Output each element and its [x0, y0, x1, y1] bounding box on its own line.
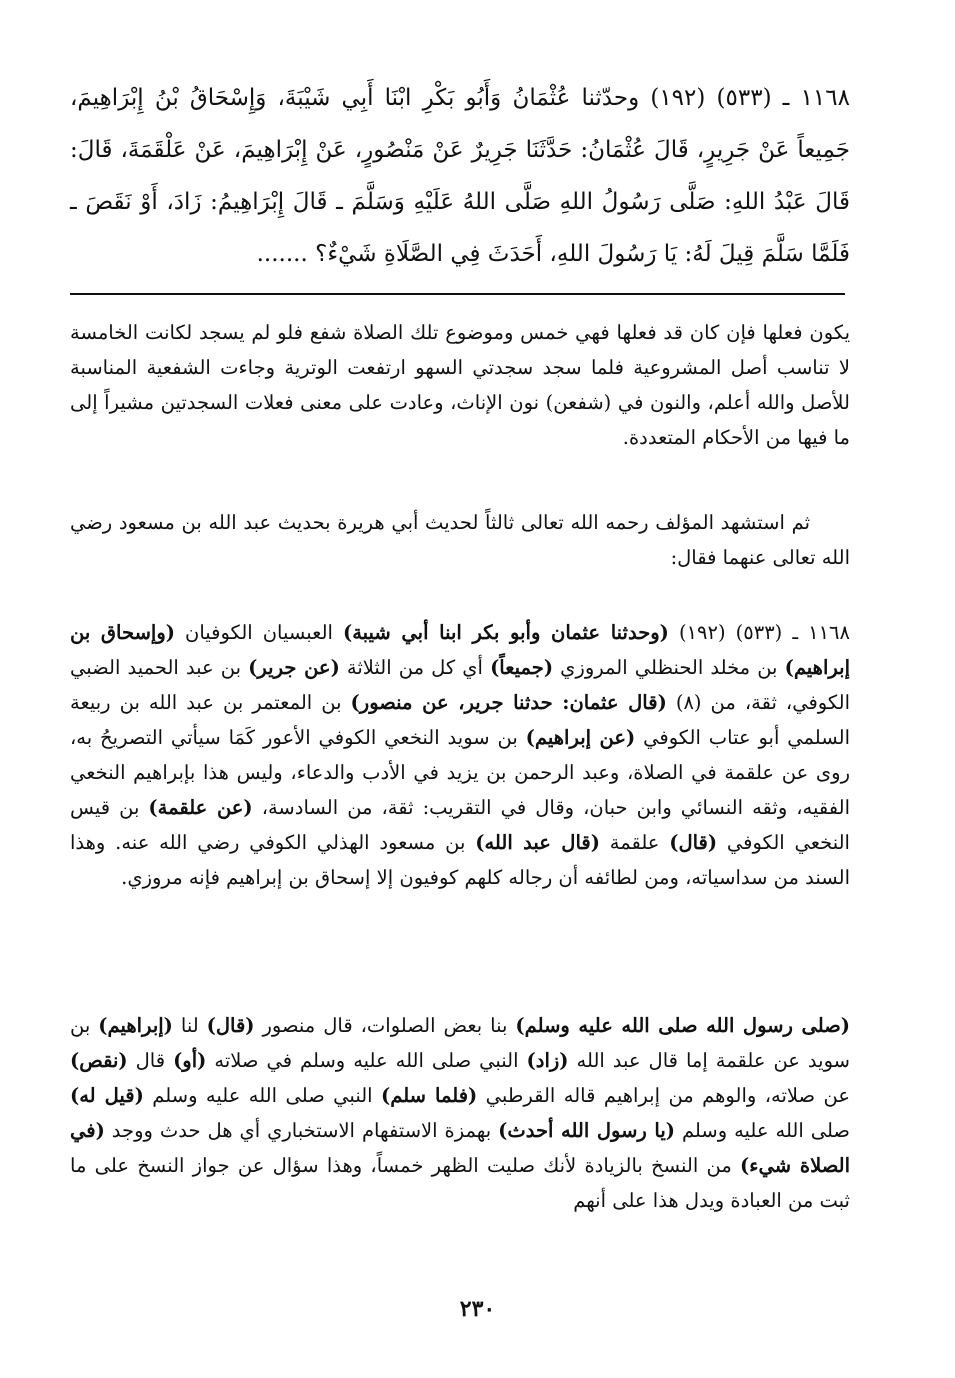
para4-text-1: بنا بعض الصلوات، قال منصور [254, 1014, 516, 1037]
para3-text-1: ١١٦٨ ـ (٥٣٣) (١٩٢) [668, 621, 850, 644]
hadith-text: ١١٦٨ ـ (٥٣٣) (١٩٢) وحدّثنا عُثْمَانُ وَأَبُو بَكْرِ ابْنَا أَبِي شَيْبَةَ، وَإِسْحَاقُ بْنُ إِبْرَاهِيمَ، جَمِيعاً عَنْ جَرِيرٍ، قَالَ عُثْمَانُ: حَدَّثَنَا جَرِيرٌ عَنْ مَنْصُورٍ، عَنْ إِبْرَاهِيمَ، عَنْ عَلْقَمَةَ، قَالَ: قَالَ عَبْدُ اللهِ: صَلَّى رَسُولُ اللهِ صَلَّى اللهُ عَلَيْهِ وَسَلَّمَ ـ قَالَ إِبْرَاهِيمُ: زَادَ، أَوْ نَقَصَ ـ فَلَمَّا سَلَّمَ قِيلَ لَهُ: يَا رَسُولَ اللهِ، أَحَدَثَ فِي الصَّلَاةِ شَيْءٌ؟ ....... [70, 85, 850, 267]
para4-bold-6: (نقص) [70, 1049, 128, 1072]
para3-bold-6: (عن إبراهيم) [525, 726, 636, 749]
page-number: ٢٣٠ [459, 1296, 496, 1322]
commentary-paragraph-1: يكون فعلها فإن كان قد فعلها فهي خمس وموضوع تلك الصلاة شفع فلو لم يسجد لكانت الخامسة لا تناسب أصل المشروعية فلما سجد سجدتي السهو ارتفعت الوترية وجاءت الشفعية المناسبة للأصل والله أعلم، والنون في (شفعن) نون الإناث، وعادت على معنى فعلات السجدتين مشيراً إلى ما فيها من الأحكام المتعددة. [70, 321, 850, 449]
commentary-paragraph-2: ثم استشهد المؤلف رحمه الله تعالى ثالثاً لحديث أبي هريرة بحديث عبد الله بن مسعود رضي الله تعالى عنهما فقال: [70, 511, 850, 569]
para3-bold-8: (قال) [669, 831, 718, 854]
para3-bold-7: (عن علقمة) [148, 796, 253, 819]
para4-bold-5: (أو) [173, 1049, 207, 1072]
para4-bold-3: (إبراهيم) [98, 1014, 173, 1037]
para3-text-8: بن قيس النخعي الكوفي [70, 796, 850, 854]
para3-text-5: بن عبد الحميد الضبي الكوفي، ثقة، من (٨) [70, 656, 850, 714]
para4-text-5: قال [127, 1049, 174, 1072]
para4-text-8: صلى الله عليه وسلم [674, 1119, 850, 1142]
para4-bold-2: (قال) [206, 1014, 255, 1037]
para3-text-4: أي كل من الثلاثة [339, 656, 491, 679]
para3-text-10: بن مسعود الهذلي الكوفي رضي الله عنه. وهذا السند من سداسياته، ومن لطائفه أن رجاله كلهم كوفيون إلا إسحاق بن إبراهيم فإنه مروزي. [70, 831, 850, 889]
footnote-divider [70, 293, 845, 295]
para3-bold-3: (جميعاً) [490, 656, 554, 679]
para4-bold-9: (يا رسول الله أحدث) [498, 1119, 675, 1142]
para4-text-4: النبي صلى الله عليه وسلم في صلاته [206, 1049, 527, 1072]
para3-bold-1: (وحدثنا عثمان وأبو بكر ابنا أبي شيبة) [342, 621, 669, 644]
para4-text-3: بن سويد عن علقمة إما قال عبد الله [70, 1014, 851, 1072]
para3-bold-5: (قال عثمان: حدثنا جرير، عن منصور) [350, 691, 667, 714]
para4-text-2: لنا [172, 1014, 207, 1037]
commentary-paragraph-4 [70, 1008, 850, 1218]
para4-bold-7: (فلما سلم) [381, 1084, 478, 1107]
para4-text-10: من النسخ بالزيادة لأنك صليت الظهر خمساً، وهذا سؤال عن جواز النسخ على ما ثبت من العبادة ويدل هذا على أنهم [70, 1154, 850, 1212]
para3-text-2: العبسيان الكوفيان [174, 621, 343, 644]
para4-bold-4: (زاد) [526, 1049, 569, 1072]
para3-bold-2: (وإسحاق بن إبراهيم) [70, 621, 850, 679]
para3-text-6: بن المعتمر بن عبد الله بن ربيعة السلمي أبو عتاب الكوفي [70, 691, 851, 749]
para3-text-7: بن سويد النخعي الكوفي الأعور كَمَا سيأتي التصريحُ به، روى عن علقمة في الصلاة، وعبد الرحمن بن يزيد في الأدب والدعاء، وليس هذا بإبراهيم النخعي الفقيه، وثقه النسائي وابن حبان، وقال في التقريب: ثقة، من السادسة، [70, 726, 850, 819]
para4-bold-1: (صلى رسول الله صلى الله عليه وسلم) [515, 1014, 850, 1037]
para4-bold-10: (في الصلاة شيء) [70, 1119, 850, 1177]
para4-text-6: عن صلاته، والوهم من إبراهيم قاله القرطبي [477, 1084, 850, 1107]
para4-bold-8: (قيل له) [70, 1084, 144, 1107]
para3-text-3: بن مخلد الحنظلي المروزي [553, 656, 785, 679]
para4-text-7: النبي صلى الله عليه وسلم [143, 1084, 381, 1107]
para3-text-9: علقمة [599, 831, 670, 854]
para4-text-9: بهمزة الاستفهام الاستخباري أي هل حدث ووجد [104, 1119, 499, 1142]
para3-bold-4: (عن جرير) [248, 656, 340, 679]
para3-bold-9: (قال عبد الله) [475, 831, 600, 854]
commentary-paragraph-3 [70, 615, 850, 895]
